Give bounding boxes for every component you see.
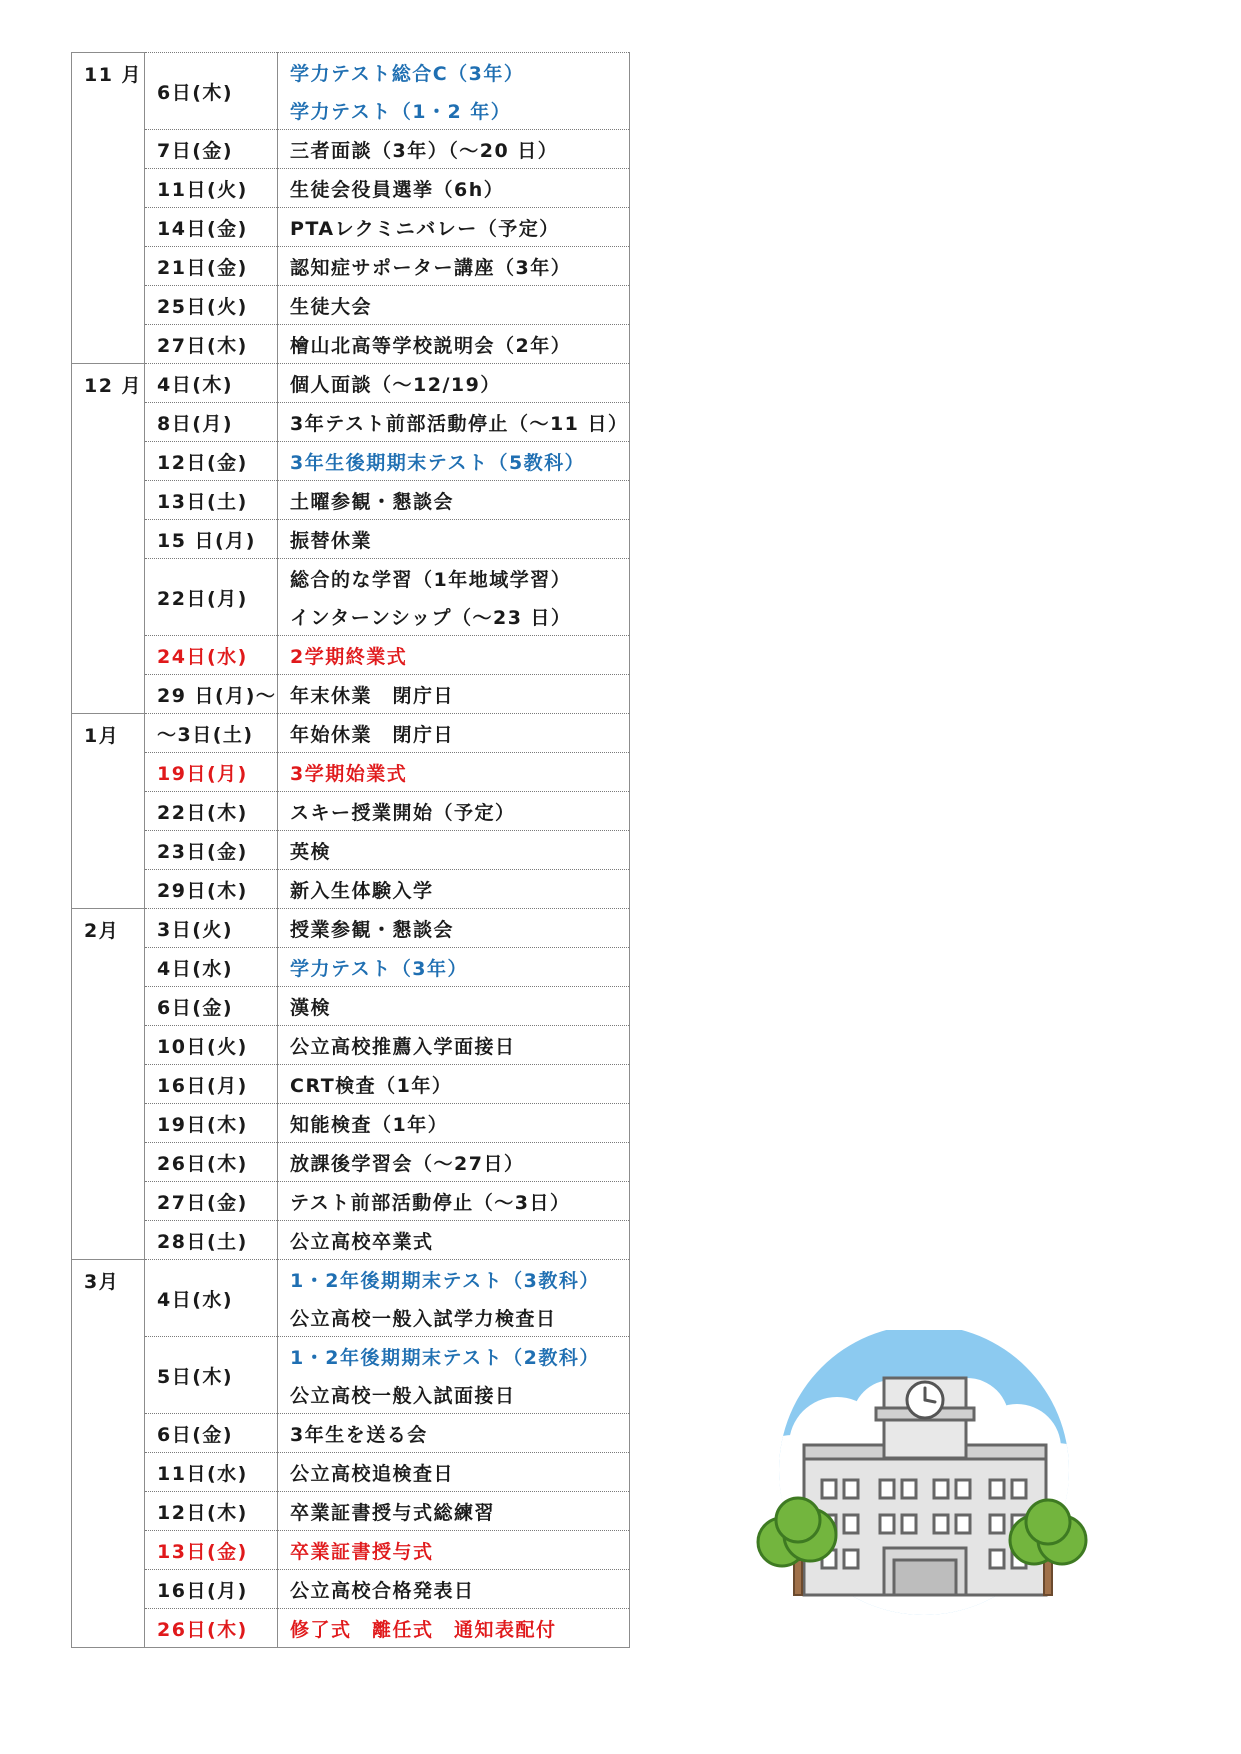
date-cell: 19日(木) xyxy=(145,1104,278,1143)
table-row xyxy=(72,948,630,987)
event-cell: 3年生後期期末テスト（5教科） xyxy=(278,442,630,481)
event-cell: PTAレクミニバレー（予定） xyxy=(278,208,630,247)
date-cell: 11日(火) xyxy=(145,169,278,208)
event-cell: 1・2年後期期末テスト（2教科） xyxy=(278,1337,630,1376)
event-cell: 3年テスト前部活動停止（～11 日） xyxy=(278,403,630,442)
date-cell: 27日(木) xyxy=(145,325,278,364)
date-cell: 16日(月) xyxy=(145,1065,278,1104)
event-cell: 公立高校卒業式 xyxy=(278,1221,630,1260)
table-row xyxy=(72,481,630,520)
month-cell: 1月 xyxy=(72,714,145,909)
table-row xyxy=(72,1492,630,1531)
event-cell: 授業参観・懇談会 xyxy=(278,909,630,948)
date-cell: 5日(木) xyxy=(145,1337,278,1414)
event-cell: 年始休業 閉庁日 xyxy=(278,714,630,753)
table-row xyxy=(72,1337,630,1376)
date-cell: 6日(木) xyxy=(145,53,278,130)
table-row xyxy=(72,753,630,792)
table-row xyxy=(72,364,630,403)
event-cell: 修了式 離任式 通知表配付 xyxy=(278,1609,630,1648)
table-row xyxy=(72,1260,630,1299)
table-row xyxy=(72,403,630,442)
date-cell: 6日(金) xyxy=(145,987,278,1026)
date-cell: 29 日(月)～ xyxy=(145,675,278,714)
event-cell: 漢検 xyxy=(278,987,630,1026)
table-row xyxy=(72,1414,630,1453)
table-row xyxy=(72,1143,630,1182)
date-cell: 22日(木) xyxy=(145,792,278,831)
date-cell: 14日(金) xyxy=(145,208,278,247)
event-cell: 年末休業 閉庁日 xyxy=(278,675,630,714)
event-cell: 生徒会役員選挙（6h） xyxy=(278,169,630,208)
event-cell: 知能検査（1年） xyxy=(278,1104,630,1143)
date-cell: 7日(金) xyxy=(145,130,278,169)
event-cell: 2学期終業式 xyxy=(278,636,630,675)
date-cell: 11日(水) xyxy=(145,1453,278,1492)
event-cell: テスト前部活動停止（～3日） xyxy=(278,1182,630,1221)
month-cell: 11 月 xyxy=(72,53,145,364)
table-row xyxy=(72,1609,630,1648)
table-row xyxy=(72,909,630,948)
date-cell: 13日(土) xyxy=(145,481,278,520)
event-cell: 檜山北高等学校説明会（2年） xyxy=(278,325,630,364)
event-cell: インターンシップ（～23 日） xyxy=(278,597,630,636)
event-cell: 卒業証書授与式総練習 xyxy=(278,1492,630,1531)
event-cell: 学力テスト（1・2 年） xyxy=(278,91,630,130)
event-cell: 学力テスト（3年） xyxy=(278,948,630,987)
table-row xyxy=(72,870,630,909)
table-row xyxy=(72,1026,630,1065)
date-cell: 23日(金) xyxy=(145,831,278,870)
date-cell: 19日(月) xyxy=(145,753,278,792)
event-cell: 卒業証書授与式 xyxy=(278,1531,630,1570)
table-row xyxy=(72,792,630,831)
event-cell: 三者面談（3年）（～20 日） xyxy=(278,130,630,169)
table-row xyxy=(72,1065,630,1104)
table-row xyxy=(72,169,630,208)
date-cell: 21日(金) xyxy=(145,247,278,286)
date-cell: 24日(水) xyxy=(145,636,278,675)
date-cell: 13日(金) xyxy=(145,1531,278,1570)
date-cell: 4日(木) xyxy=(145,364,278,403)
school-schedule-table xyxy=(71,52,630,1648)
event-cell: 3学期始業式 xyxy=(278,753,630,792)
table-row xyxy=(72,987,630,1026)
table-row xyxy=(72,714,630,753)
table-row xyxy=(72,1182,630,1221)
table-row xyxy=(72,325,630,364)
table-row xyxy=(72,286,630,325)
table-row xyxy=(72,1531,630,1570)
event-cell: 英検 xyxy=(278,831,630,870)
event-cell: 公立高校合格発表日 xyxy=(278,1570,630,1609)
event-cell: スキー授業開始（予定） xyxy=(278,792,630,831)
month-cell: 3月 xyxy=(72,1260,145,1648)
date-cell: 8日(月) xyxy=(145,403,278,442)
table-row xyxy=(72,247,630,286)
date-cell: ～3日(土) xyxy=(145,714,278,753)
table-row xyxy=(72,520,630,559)
table-row xyxy=(72,442,630,481)
date-cell: 4日(水) xyxy=(145,1260,278,1337)
month-cell: 2月 xyxy=(72,909,145,1260)
table-row xyxy=(72,675,630,714)
date-cell: 28日(土) xyxy=(145,1221,278,1260)
event-cell: 総合的な学習（1年地域学習） xyxy=(278,559,630,598)
event-cell: 土曜参観・懇談会 xyxy=(278,481,630,520)
event-cell: 公立高校推薦入学面接日 xyxy=(278,1026,630,1065)
event-cell: 3年生を送る会 xyxy=(278,1414,630,1453)
table-row xyxy=(72,831,630,870)
date-cell: 16日(月) xyxy=(145,1570,278,1609)
date-cell: 6日(金) xyxy=(145,1414,278,1453)
table-row xyxy=(72,130,630,169)
date-cell: 27日(金) xyxy=(145,1182,278,1221)
event-cell: 公立高校一般入試学力検査日 xyxy=(278,1298,630,1337)
event-cell: 1・2年後期期末テスト（3教科） xyxy=(278,1260,630,1299)
date-cell: 22日(月) xyxy=(145,559,278,636)
table-row xyxy=(72,1570,630,1609)
date-cell: 12日(木) xyxy=(145,1492,278,1531)
event-cell: 学力テスト総合C（3年） xyxy=(278,53,630,92)
date-cell: 15 日(月) xyxy=(145,520,278,559)
event-cell: 個人面談（～12/19） xyxy=(278,364,630,403)
event-cell: CRT検査（1年） xyxy=(278,1065,630,1104)
date-cell: 10日(火) xyxy=(145,1026,278,1065)
date-cell: 25日(火) xyxy=(145,286,278,325)
date-cell: 26日(木) xyxy=(145,1609,278,1648)
event-cell: 生徒大会 xyxy=(278,286,630,325)
event-cell: 公立高校追検査日 xyxy=(278,1453,630,1492)
date-cell: 29日(木) xyxy=(145,870,278,909)
event-cell: 認知症サポーター講座（3年） xyxy=(278,247,630,286)
date-cell: 12日(金) xyxy=(145,442,278,481)
event-cell: 新入生体験入学 xyxy=(278,870,630,909)
event-cell: 放課後学習会（～27日） xyxy=(278,1143,630,1182)
date-cell: 3日(火) xyxy=(145,909,278,948)
month-cell: 12 月 xyxy=(72,364,145,714)
table-row xyxy=(72,53,630,92)
date-cell: 26日(木) xyxy=(145,1143,278,1182)
event-cell: 公立高校一般入試面接日 xyxy=(278,1375,630,1414)
table-row xyxy=(72,1104,630,1143)
table-row xyxy=(72,636,630,675)
date-cell: 4日(水) xyxy=(145,948,278,987)
table-row xyxy=(72,1453,630,1492)
table-row xyxy=(72,1221,630,1260)
school-building-icon xyxy=(752,1330,1097,1615)
event-cell: 振替休業 xyxy=(278,520,630,559)
table-row xyxy=(72,208,630,247)
table-row xyxy=(72,559,630,598)
